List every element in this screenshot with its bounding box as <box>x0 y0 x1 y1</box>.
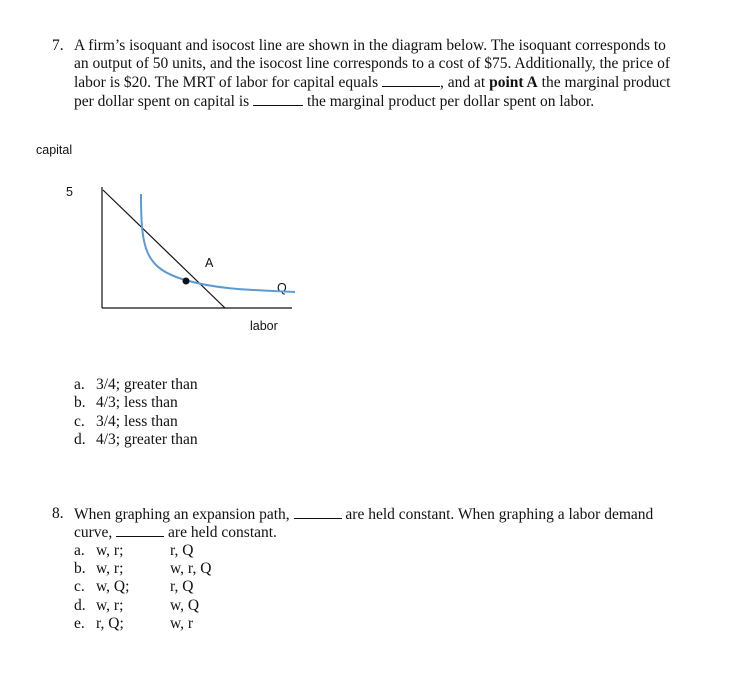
isoquant-label: Q <box>277 281 287 295</box>
q7-option-c[interactable]: c. 3/4; less than <box>74 413 178 430</box>
q8-line-2 <box>74 523 277 542</box>
q8-line-1-start: When graphing an expansion path, <box>74 506 290 523</box>
q8-line-1 <box>74 505 653 524</box>
q8-option-a[interactable]: a. w, r; r, Q <box>74 542 194 559</box>
q8-number: 8. <box>52 505 64 522</box>
q8-option-d[interactable]: d. w, r; w, Q <box>74 597 200 614</box>
q8-option-e[interactable]: e. r, Q; w, r <box>74 615 194 632</box>
q7-option-a[interactable]: a. 3/4; greater than <box>74 376 198 393</box>
q8-option-c[interactable]: c. w, Q; r, Q <box>74 578 194 595</box>
point-a-emphasis: point A <box>489 74 538 91</box>
q8-line-2-end: are held constant. <box>168 524 277 541</box>
q7-option-b[interactable]: b. 4/3; less than <box>74 394 178 411</box>
y-axis-label: capital <box>36 143 73 157</box>
point-a-label: A <box>205 256 214 270</box>
q7-line-3-end: the marginal product <box>541 74 671 91</box>
q8-line-2-start: curve, <box>74 524 113 541</box>
q7-line-3-start: labor is $20. The MRT of labor for capital equals <box>74 74 379 91</box>
x-axis-label: labor <box>250 319 278 333</box>
q7-option-d[interactable]: d. 4/3; greater than <box>74 431 198 448</box>
q8-option-b[interactable]: b. w, r; w, r, Q <box>74 560 212 577</box>
q7-line-3-mid: , and at <box>440 74 486 91</box>
q7-line-2: an output of 50 units, and the isocost line corresponds to a cost of $75. Additionally, the price of <box>74 55 671 72</box>
labor-demand-blank[interactable] <box>116 523 164 537</box>
y-axis-tick-5: 5 <box>66 185 73 199</box>
isoquant-curve <box>141 194 295 292</box>
expansion-path-blank[interactable] <box>294 505 342 519</box>
q7-line-4-start: per dollar spent on capital is <box>74 93 250 110</box>
isocost-line <box>103 190 225 308</box>
point-a-marker <box>183 278 190 285</box>
q7-number: 7. <box>52 37 64 54</box>
q7-line-1: A firm’s isoquant and isocost line are shown in the diagram below. The isoquant corresponds to <box>74 37 666 54</box>
q8-line-1-end: are held constant. When graphing a labor demand <box>345 506 654 523</box>
q7-line-4-end: the marginal product per dollar spent on labor. <box>306 93 595 110</box>
